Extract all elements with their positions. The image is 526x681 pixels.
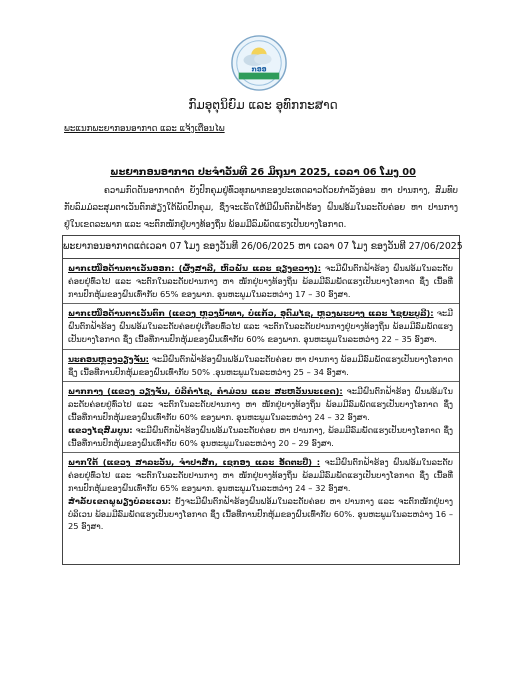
subregion-text: ຍັງຈະມີຝົນຕົກຟ້າຮ້ອງຝົນຟອ້ມໃນລະດັບຄ່ອຍ ຫາ ປານກາງ ແລະ ຈະຕົກໜັກຢູ່ບາງບໍລິເວນ ພ້ອມມີລົມພັດແຮງເປັນບາງໂອກາດ ຊຶ່ງ ເນື້ອທີ່ການປົກຫຸ້ມຂອງຝົນເທົ່າກັບ 60%. ອຸນຫະພູມໃນລະຫວ່າງ 16 – 25 ອົງສາ. (68, 495, 453, 532)
region-central (63, 382, 459, 453)
region-name: ນະຄອນຫຼວງວຽງຈັນ: (68, 353, 149, 364)
region-text: ຈະມີຝົນຕົກຟ້າຮ້ອງ ຝົນຟອ້ມໃນລະດັບຄ່ອຍຢູ່ເກືອບທົ່ວໄປ ແລະ ຈະຕົກໃນລະດັບປານກາງຢູ່ບາງທ້ອງຖິ່ນ ພ້ອມມີລົມພັດແຮງເປັນບາງໂອກາດ ຊຶ່ງ ເນື້ອທີ່ການປົກຫຸ້ມຂອງຝົນເທົ່າກັບ 60% ຂອງພາກ. ອຸນຫະພູມໃນລະຫວ່າງ 22 – 35 ອົງສາ. (68, 308, 453, 344)
region-name: ພາກເໜືອດ້ານຕາເວັນອອກ: (ຜົ້ງສາລີ, ຫົວພັນ ແລະ ຊຽງຂວາງ): (68, 263, 322, 273)
intro-paragraph: ຄວາມກົດດັນອາກາດຕ່ຳ ຍັງປົກຄຸມຢູ່ທົ່ວທຸກພາກຂອງປະເທດລາວດ້ວຍກຳລັງອ່ອນ ຫາ ປານກາງ, ສົມທົບກັບລົມມໍລະສຸມຕາເວັນຕົກສ່ຽງໃຕ້ພັດປົກຄຸມ, ຊຶ່ງຈະເຮັດໃຫ້ມີຝົນຕົກຟ້າຮ້ອງ ຝົນຟອ້ມໃນລະດັບຄ່ອຍ ຫາ ປານກາງຢູ່ໃນເຂດລະພາກ ແລະ ຈະຕົກໜັກຢູ່ບາງທ້ອງຖິ່ນ ພ້ອມມີລົມພັດແຮງເປັນບາງໂອກາດ. (64, 186, 458, 230)
region-north-east (63, 259, 459, 304)
bulletin-title: ພະຍາກອນອາກາດ ປະຈຳວັນທີ 26 ມິຖຸນາ 2025, ເວລາ 06 ໂມງ 00 (110, 167, 416, 178)
division-title: ພະແນກພະຍາກອນອາກາດ ແລະ ແຈ້ງເຕືອນໄພ (64, 124, 225, 134)
subregion-text: ຈະມີຝົນຕົກຟ້າຮ້ອງຝົນຟອ້ມໃນລະດັບຄ່ອຍ ຫາ ປານກາງ, ພ້ອມມີລົມພັດແຮງເປັນບາງໂອກາດ ຊຶ່ງ ເນື້ອທີ່ການປົກຫຸ້ມຂອງຝົນເທົ່າກັບ 60% ອຸນຫະພູມໃນລະຫວ່າງ 20 – 29 ອົງສາ. (68, 424, 453, 448)
logo-text: ກອອ (251, 65, 267, 74)
dmh-logo (230, 34, 288, 92)
department-title: ກົມອຸຕຸນິຍົມ ແລະ ອຸທົກກະສາດ (188, 98, 338, 112)
region-text: ຈະມີຝົນຕົກຟ້າຮ້ອງ ຝົນຟອ້ມໃນລະດັບຄ່ອຍຢູ່ທົ່ວໄປ ແລະ ຈະຕົກໃນລະດັບປານກາງ ຫາ ໜັກຢູ່ບາງທ້ອງຖິ່ນ ພ້ອມມີລົມພັດແຮງເປັນບາງໂອກາດ ຊຶ່ງ ເນື້ອທີ່ການປົກຫຸ້ມຂອງຝົນເທົ່າກັບ 60% ຂອງພາກ. ອຸນຫະພູມໃນລະຫວ່າງ 24 – 32 ອົງສາ. (68, 386, 453, 422)
region-vientiane-capital (63, 350, 459, 383)
forecast-table (62, 235, 463, 565)
region-text: ຈະມີຝົນຕົກຟ້າຮ້ອງ ຝົນຟອ້ມໃນລະດັບຄ່ອຍຢູ່ທົ່ວໄປ ແລະ ຈະຕົກໃນລະດັບປານກາງ ຫາ ໜັກຢູ່ບາງທ້ອງຖິ່ນ ພ້ອມມີລົມພັດແຮງເປັນບາງໂອກາດ ຊຶ່ງ ເນື້ອທີ່ການປົກຫຸ້ມຂອງຝົນເທົ່າກັບ 65% ຂອງພາກ. ອຸນຫະພູມໃນລະຫວ່າງ 24 – 32 ອົງສາ. (68, 457, 453, 493)
region-name: ພາກເໜືອດ້ານຕາເວັນຕົກ (ແຂວງ ຫຼວງນ້ຳທາ, ບໍ່ແກ້ວ, ອຸດົມໄຊ, ຫຼວງພະບາງ ແລະ ໄຊຍະບູລີ): (68, 308, 434, 319)
region-text: ຈະມີຝົນຕົກຟ້າຮ້ອງຝົນຟອ້ມໃນລະດັບຄ່ອຍ ຫາ ປານກາງ ພ້ອມມີລົມພັດແຮງເປັນບາງໂອກາດ ຊຶ່ງ ເນື້ອທີ່ການປົກຫຸ້ມຂອງຝົນເທົ່າກັບ 50% .ອຸນຫະພູມໃນລະຫວ່າງ 25 – 34 ອົງສາ. (68, 353, 453, 377)
region-name: ພາກກາງ (ແຂວງ ວຽງຈັນ, ບໍລິຄຳໄຊ, ຄຳມ່ວນ ແລະ ສະຫວັນນະເຂດ): (68, 386, 343, 397)
forecast-period: ພະຍາກອນອາກາດແຕ່ເວລາ 07 ໂມງ ຂອງວັນທີ 26/06/2025 ຫາ ເວລາ 07 ໂມງ ຂອງວັນທີ 27/06/2025 (63, 236, 459, 259)
subregion-name: ແຂວງໄຊສົມບູນ: (68, 424, 133, 435)
region-south (63, 453, 459, 536)
region-north-west (63, 304, 459, 349)
region-name: ພາກໃຕ້ (ແຂວງ ສາລະວັນ, ຈຳປາສັກ, ເຊກອງ ແລະ ອັດຕະປື) : (68, 457, 321, 468)
region-text: ຈະມີຝົນຕົກຟ້າຮ້ອງ ຝົນຟອ້ມໃນລະດັບຄ່ອຍຢູ່ທົ່ວໄປ ແລະ ຈະຕົກໃນລະດັບປານກາງ ຫາ ໜັກຢູ່ບາງທ້ອງຖິ່ນ ພ້ອມມີລົມພັດແຮງເປັນບາງໂອກາດ ຊຶ່ງ ເນື້ອທີ່ການປົກຫຸ້ມຂອງຝົນເທົ່າກັບ 65% ຂອງພາກ. ອຸນຫະພູມໃນລະຫວ່າງ 17 – 30 ອົງສາ. (68, 263, 453, 299)
subregion-name: ສຳລັບເຂດພູພຽງບໍລະເວນ: (68, 495, 172, 506)
